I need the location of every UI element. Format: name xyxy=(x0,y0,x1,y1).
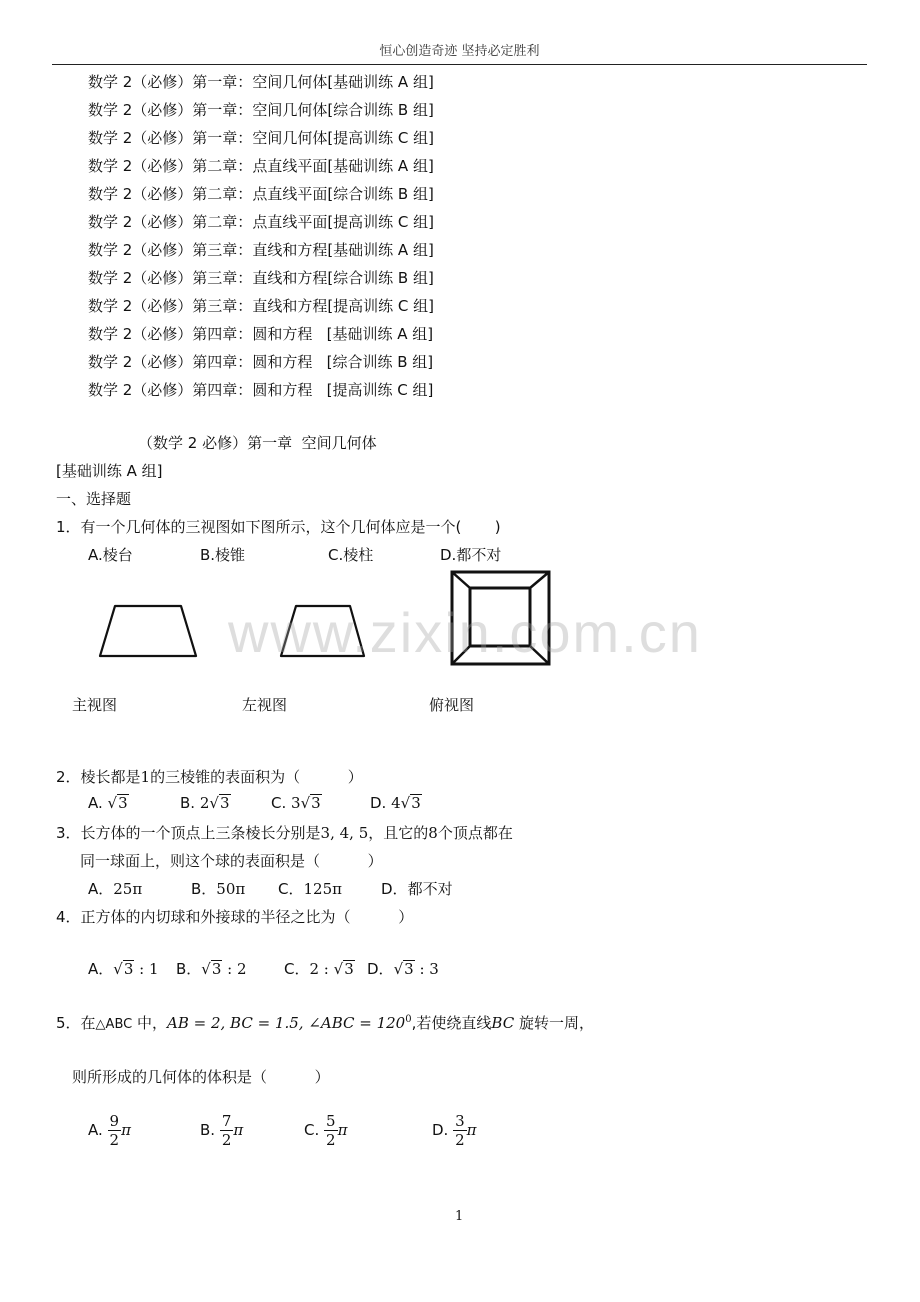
toc-item: 数学 2（必修）第二章：点直线平面[提高训练 C 组] xyxy=(88,213,435,231)
option-label: D． xyxy=(367,960,394,978)
fraction xyxy=(324,1112,338,1149)
option-label: A． xyxy=(88,960,114,978)
q2-option-a xyxy=(88,794,129,812)
q2-option-d xyxy=(370,794,422,812)
q5-option-b xyxy=(200,1112,243,1149)
option-label: B． xyxy=(176,960,202,978)
q1-option-b: B.棱锥 xyxy=(200,546,246,564)
q3-option-b xyxy=(191,878,245,899)
sqrt-symbol: √3 xyxy=(209,794,230,812)
q3-option-a xyxy=(88,878,142,899)
radicand: 3 xyxy=(118,794,128,812)
q5-conditions: AB = 2, BC = 1.5, ∠ABC = 120 xyxy=(167,1014,406,1032)
q5-degree-sup: 0 xyxy=(405,1014,412,1025)
q4-option-b xyxy=(176,958,247,979)
top-view-label: 俯视图 xyxy=(429,696,475,714)
option-coef: 4 xyxy=(391,794,401,812)
toc-item: 数学 2（必修）第四章：圆和方程 [综合训练 B 组] xyxy=(88,353,434,371)
sqrt-symbol: √3 xyxy=(201,960,222,978)
radicand: 3 xyxy=(311,794,321,812)
toc-item: 数学 2（必修）第二章：点直线平面[基础训练 A 组] xyxy=(88,157,434,175)
toc-item: 数学 2（必修）第一章：空间几何体[综合训练 B 组] xyxy=(88,101,434,119)
sqrt-symbol: √3 xyxy=(400,794,421,812)
option-post: : 2 xyxy=(222,960,247,978)
q1-option-d: D.都不对 xyxy=(440,546,502,564)
q4-option-d xyxy=(367,958,439,979)
toc-item: 数学 2（必修）第一章：空间几何体[提高训练 C 组] xyxy=(88,129,435,147)
radicand: 3 xyxy=(344,960,354,978)
toc-item: 数学 2（必修）第四章：圆和方程 [提高训练 C 组] xyxy=(88,381,434,399)
q3-stem-text-2: ，且它的 xyxy=(368,824,429,842)
q5-option-d xyxy=(432,1112,477,1149)
radicand: 3 xyxy=(411,794,421,812)
pi-symbol: π xyxy=(337,1121,348,1139)
front-view-trapezoid xyxy=(96,602,200,662)
sqrt-symbol: √3 xyxy=(393,960,414,978)
option-value: 都不对 xyxy=(407,880,453,898)
option-value: 25π xyxy=(113,880,143,898)
question-3-stem xyxy=(56,822,513,843)
pi-symbol: π xyxy=(466,1121,477,1139)
q3-option-c xyxy=(278,878,342,899)
option-label: B. xyxy=(180,794,196,812)
toc-item: 数学 2（必修）第三章：直线和方程[基础训练 A 组] xyxy=(88,241,434,259)
numerator: 9 xyxy=(109,1112,120,1130)
side-view-label: 左视图 xyxy=(242,696,288,714)
question-2-stem xyxy=(56,766,363,787)
option-label: D. xyxy=(432,1121,449,1139)
page-number: 1 xyxy=(455,1209,464,1224)
q1-option-a: A.棱台 xyxy=(88,546,133,564)
option-label: C． xyxy=(278,880,304,898)
option-label: B. xyxy=(200,1121,216,1139)
numerator: 3 xyxy=(455,1112,465,1130)
radicand: 3 xyxy=(404,960,414,978)
denominator: 2 xyxy=(326,1131,336,1149)
sqrt-symbol: √3 xyxy=(333,960,354,978)
toc-item: 数学 2（必修）第二章：点直线平面[综合训练 B 组] xyxy=(88,185,434,203)
denominator: 2 xyxy=(455,1131,465,1149)
option-label: D． xyxy=(381,880,408,898)
question-4-stem: 4．正方体的内切球和外接球的半径之比为（ ） xyxy=(56,908,414,926)
q5-axis-bc: BC xyxy=(491,1014,515,1032)
question-3-stem-line2: 同一球面上，则这个球的表面积是（ ） xyxy=(80,852,383,870)
page-header-slogan: 恒心创造奇迹 坚持必定胜利 xyxy=(379,44,540,59)
q5-option-c xyxy=(304,1112,347,1149)
q2-option-c xyxy=(271,794,322,812)
fraction xyxy=(108,1112,122,1149)
option-value: 125π xyxy=(303,880,342,898)
toc-item: 数学 2（必修）第三章：直线和方程[提高训练 C 组] xyxy=(88,297,435,315)
option-label: A. xyxy=(88,1121,103,1139)
q5-stem-text: 5．在 xyxy=(56,1014,96,1032)
watermark: www.zixin.com.cn xyxy=(228,601,702,664)
q2-stem-number: 1 xyxy=(140,768,151,786)
denominator: 2 xyxy=(221,1131,232,1149)
q5-stem-text-3: ,若使绕直线 xyxy=(411,1014,492,1032)
section-part: 一、选择题 xyxy=(56,490,132,508)
option-label: C． xyxy=(284,960,310,978)
option-value: 50π xyxy=(216,880,246,898)
front-view-label: 主视图 xyxy=(72,696,118,714)
fraction xyxy=(220,1112,234,1149)
option-label: C. xyxy=(304,1121,320,1139)
option-post: : 1 xyxy=(134,960,159,978)
question-5-stem xyxy=(56,1012,594,1033)
denominator: 2 xyxy=(109,1131,120,1149)
option-coef: 2 xyxy=(199,794,210,812)
fraction xyxy=(453,1112,467,1149)
q4-option-c xyxy=(284,958,355,979)
option-post: : 3 xyxy=(414,960,439,978)
toc-item: 数学 2（必修）第三章：直线和方程[综合训练 B 组] xyxy=(88,269,434,287)
section-title: （数学 2 必修）第一章 空间几何体 xyxy=(138,434,377,452)
numerator: 7 xyxy=(221,1112,232,1130)
q2-option-b xyxy=(180,794,231,812)
toc-item: 数学 2（必修）第一章：空间几何体[基础训练 A 组] xyxy=(88,73,434,91)
numerator: 5 xyxy=(326,1112,336,1130)
pi-symbol: π xyxy=(121,1121,131,1139)
section-group: [基础训练 A 组] xyxy=(56,462,163,480)
question-1-stem: 1．有一个几何体的三视图如下图所示，这个几何体应是一个( ) xyxy=(56,518,501,536)
radicand: 3 xyxy=(123,960,134,978)
q3-vertex-count: 8 xyxy=(428,824,438,842)
sqrt-symbol: √3 xyxy=(107,794,128,812)
option-pre: 2 : xyxy=(309,960,334,978)
option-label: D. xyxy=(370,794,387,812)
option-label: C. xyxy=(271,794,287,812)
pi-symbol: π xyxy=(233,1121,244,1139)
option-coef: 3 xyxy=(291,794,301,812)
q5-triangle: △ABC xyxy=(95,1017,133,1032)
q3-stem-text: 3．长方体的一个顶点上三条棱长分别是 xyxy=(56,824,321,842)
toc-item: 数学 2（必修）第四章：圆和方程 [基础训练 A 组] xyxy=(88,325,434,343)
q2-stem-text: 2．棱长都是 xyxy=(56,768,141,786)
question-5-stem-line2: 则所形成的几何体的体积是（ ） xyxy=(72,1068,330,1086)
q3-stem-text-3: 个顶点都在 xyxy=(437,824,513,842)
table-of-contents xyxy=(88,68,434,404)
radicand: 3 xyxy=(219,794,230,812)
sqrt-symbol: √3 xyxy=(113,960,134,978)
q1-option-c: C.棱柱 xyxy=(328,546,374,564)
q5-option-a xyxy=(88,1112,131,1149)
option-label: A． xyxy=(88,880,114,898)
q2-stem-text-end: 的三棱锥的表面积为（ ） xyxy=(150,768,363,786)
q5-stem-text-2: 中， xyxy=(132,1014,167,1032)
q4-option-a xyxy=(88,958,159,979)
option-label: A. xyxy=(88,794,103,812)
q3-edge-values: 3, 4, 5 xyxy=(320,824,369,842)
option-label: B． xyxy=(191,880,217,898)
q3-option-d xyxy=(381,878,453,899)
header-rule xyxy=(52,64,867,65)
sqrt-symbol: √3 xyxy=(300,794,321,812)
q5-stem-text-4: 旋转一周， xyxy=(514,1014,594,1032)
radicand: 3 xyxy=(211,960,222,978)
